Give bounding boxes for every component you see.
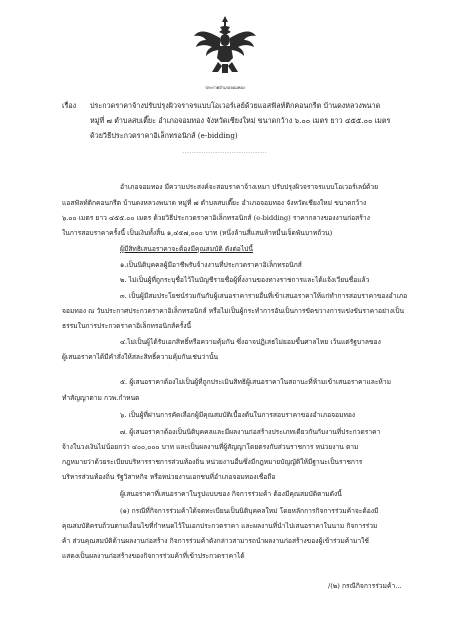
list-item: ๑.เป็นนิติบุคคลผู้มีอาชีพรับจ้างงานที่ประกวดราคาอิเล็กทรอนิกส์ [120,261,302,269]
list-item: ๓. เป็นผู้มีสมประโยชน์ร่วมกันกับผู้เสนอราคารายอื่นที่เข้าเสนอราคาให้แก่ทำการสอบราคาของอำเภอ [120,292,408,300]
subject-line: ประกวดราคาจ้างปรับปรุงผิวจราจรแบบโอเวอร์เลย์ด้วยแอสฟัลท์ติกคอนกรีต บ้านดงหลวงพนาด [90,101,381,110]
agency-title: ประกาศอำเภอจอมทอง [205,85,245,90]
list-item: ผู้เสนอราคาที่เสนอราคาในรูปแบบของ กิจการร่วมค้า ต้องมีคุณสมบัติตามดังนี้ [120,490,342,498]
paragraph-line: ๖.๐๐ เมตร ยาว ๔๕๕.๐๐ เมตร ด้วยวิธีประกวดราคาอิเล็กทรอนิกส์ (e-bidding) ราคากลางของงานก่อสร้าง [62,214,370,222]
subject-line: หมู่ที่ ๗ ตำบลสบเตี๊ยะ อำเภอจอมทอง จังหวัดเชียงใหม่ ขนาดกว้าง ๖.๐๐ เมตร ยาว ๔๕๕.๐๐ เมตร [90,116,391,125]
subject-label: เรื่อง [62,101,77,110]
divider: ------------------------------------ [182,150,268,155]
list-item: ๖. เป็นผู้ที่ผ่านการคัดเลือกผู้มีคุณสมบัติเบื้องต้นในการสอบราคาของอำเภอจอมทอง [120,411,356,419]
list-item: ๗. ผู้เสนอราคาต้องเป็นนิติบุคคลและมีผลงานก่อสร้างประเภทเดียวกันกับงานที่ประกวดราคา [120,428,381,436]
list-item-cont: ธรรมในการประกวดราคาอิเล็กทรอนิกส์ครั้งนี้ [62,322,192,330]
list-item: ๕. ผู้เสนอราคาต้องไม่เป็นผู้ที่ถูกประเมินสิทธิผู้เสนอราคาในสถานะที่ห้ามเข้าเสนอราคาและห้าม [120,378,391,386]
continuation-note: /(๒) กรณีกิจการร่วมค้า... [328,582,402,590]
list-item-cont: กฎหมายว่าด้วยระเบียบบริหารราชการส่วนท้องถิ่น หน่วยงานอื่นซึ่งมีกฎหมายบัญญัติให้มีฐานะเป็นราชการ [62,458,363,466]
list-item: (๑) กรณีที่กิจการร่วมค้าได้จดทะเบียนเป็นนิติบุคคลใหม่ โดยหลักการกิจการร่วมค้าจะต้องมี [120,507,379,515]
list-item-cont: ค้า ส่วนคุณสมบัติด้านผลงานก่อสร้าง กิจการร่วมค้าดังกล่าวสามารถนำผลงานก่อสร้างของผู้เข้าร่วมค้ามาใช้ [62,537,369,545]
subject-line: ด้วยวิธีประกวดราคาอิเล็กทรอนิกส์ (e-bidding) [90,131,238,140]
list-item-cont: จอมทอง ณ วันประกาศประกวดราคาอิเล็กทรอนิกส์ หรือไม่เป็นผู้กระทำการอันเป็นการขัดขวางการแข่งขันราคาอย่างเป็น [62,307,405,315]
list-item-cont: แสดงเป็นผลงานก่อสร้างของกิจการร่วมค้าที่เข้าประกวดราคาได้ [62,552,245,560]
paragraph-line: ในการสอบราคาครั้งนี้ เป็นเงินทั้งสิ้น ๑,๔๕๗,๐๐๐ บาท (หนึ่งล้านสี่แสนห้าหมื่นเจ็ดพันบาทถ้วน) [62,229,333,237]
list-item-cont: จ้างในวงเงินไม่น้อยกว่า ๔๐๐,๐๐๐ บาท และเป็นผลงานที่ผู้สัญญาโดยตรงกับส่วนราชการ หน่วยงาน ตาม [62,443,359,451]
list-item-cont: ทำสัญญาตาม กวพ.กำหนด [62,394,140,402]
list-item: ๒. ไม่เป็นผู้ที่ถูกระบุชื่อไว้ในบัญชีรายชื่อผู้ทิ้งงานของทางราชการและได้แจ้งเวียนชื่อแล้ว [120,276,370,284]
paragraph-line: อำเภอจอมทอง มีความประสงค์จะสอบราคาจ้างเหมา ปรับปรุงผิวจราจรแบบโอเวอร์เลย์ด้วย [120,183,379,191]
qualifications-intro: ผู้มีสิทธิเสนอราคาจะต้องมีคุณสมบัติ ดังต่อไปนี้ [120,245,254,253]
list-item-cont: คุณสมบัติครบถ้วนตามเงื่อนไขที่กำหนดไว้ในเอกประกวดราคา และผลงานที่นำไปเสนอราคาในนาม กิจการร่วม [62,522,378,530]
list-item-cont: ผู้เสนอราคาได้มีคำสั่งให้สละสิทธิ์ความคุ้มกันเช่นว่านั้น [62,353,219,361]
garuda-emblem-icon [192,14,258,76]
paragraph-line: แอสฟัลท์ติกคอนกรีต บ้านดงหลวงพนาด หมู่ที่ ๗ ตำบลสบเตี๊ยะ อำเภอจอมทอง จังหวัดเชียงใหม่ ขนาดกว้าง [62,199,367,207]
list-item: ๔.ไม่เป็นผู้ได้รับเอกสิทธิ์หรือความคุ้มกัน ซึ่งอาจปฏิเสธไม่ยอมขึ้นศาลไทย เว้นแต่รัฐบาลของ [120,338,381,346]
list-item-cont: บริหารส่วนท้องถิ่น รัฐวิสาหกิจ หรือหน่วยงานเอกชนที่อำเภอจอมทองเชื่อถือ [62,473,276,481]
